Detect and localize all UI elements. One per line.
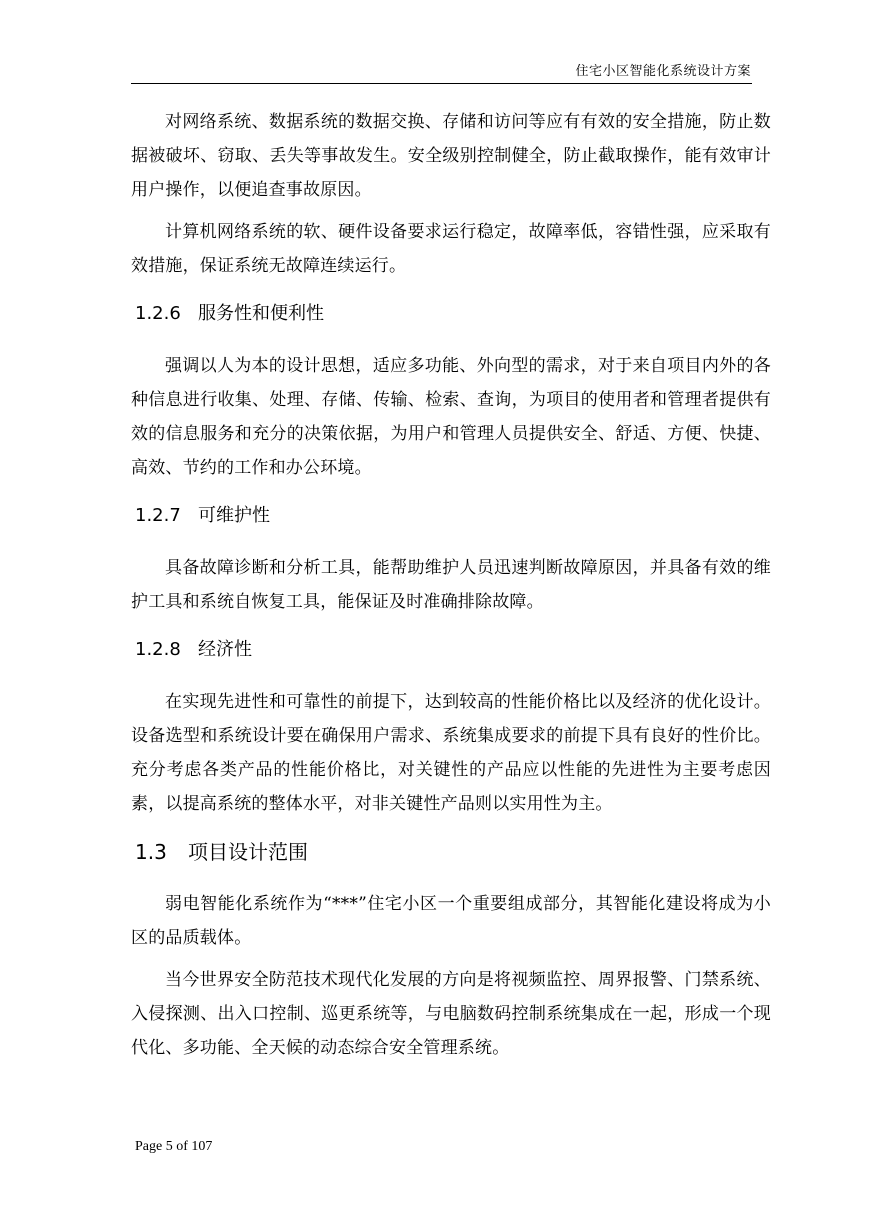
section-heading-1-2-8 <box>131 633 771 667</box>
section-title: 项目设计范围 <box>188 840 308 864</box>
section-number: 1.2.6 <box>135 303 181 324</box>
section-heading-1-3 <box>131 835 771 869</box>
header-divider <box>131 83 752 84</box>
section-title: 服务性和便利性 <box>198 303 324 324</box>
page-body <box>131 105 771 1065</box>
section-heading-1-2-6 <box>131 297 771 331</box>
paragraph-security-measures: 对网络系统、数据系统的数据交换、存储和访问等应有有效的安全措施，防止数据被破坏、窃取、丢失等事故发生。安全级别控制健全，防止截取操作，能有效审计用户操作，以便追查事故原因。 <box>131 112 771 200</box>
section-heading-1-2-7 <box>131 499 771 533</box>
section-number: 1.3 <box>135 840 167 864</box>
paragraph-stability: 计算机网络系统的软、硬件设备要求运行稳定，故障率低，容错性强，应采取有效措施，保证系统无故障连续运行。 <box>131 222 771 276</box>
section-title: 可维护性 <box>198 505 270 526</box>
section-number: 1.2.7 <box>135 505 181 526</box>
section-number: 1.2.8 <box>135 639 181 660</box>
paragraph-economy: 在实现先进性和可靠性的前提下，达到较高的性能价格比以及经济的优化设计。设备选型和系统设计要在确保用户需求、系统集成要求的前提下具有良好的性价比。充分考虑各类产品的性能价格比，对关键性的产品应以性能的先进性为主要考虑因素，以提高系统的整体水平，对非关键性产品则以实用性为主。 <box>131 692 771 814</box>
paragraph-maintainability: 具备故障诊断和分析工具，能帮助维护人员迅速判断故障原因，并具备有效的维护工具和系统自恢复工具，能保证及时准确排除故障。 <box>131 558 771 612</box>
paragraph-service: 强调以人为本的设计思想，适应多功能、外向型的需求，对于来自项目内外的各种信息进行收集、处理、存储、传输、检索、查询，为项目的使用者和管理者提供有效的信息服务和充分的决策依据，为用户和管理人员提供安全、舒适、方便、快捷、高效、节约的工作和办公环境。 <box>131 356 771 478</box>
running-header-title: 住宅小区智能化系统设计方案 <box>575 64 751 79</box>
paragraph-scope-intro: 弱电智能化系统作为“***”住宅小区一个重要组成部分，其智能化建设将成为小区的品质载体。 <box>131 894 771 948</box>
page-number-footer: Page 5 of 107 <box>135 1139 213 1154</box>
section-title: 经济性 <box>198 639 252 660</box>
paragraph-security-trend: 当今世界安全防范技术现代化发展的方向是将视频监控、周界报警、门禁系统、入侵探测、出入口控制、巡更系统等，与电脑数码控制系统集成在一起，形成一个现代化、多功能、全天候的动态综合安全管理系统。 <box>131 970 771 1058</box>
